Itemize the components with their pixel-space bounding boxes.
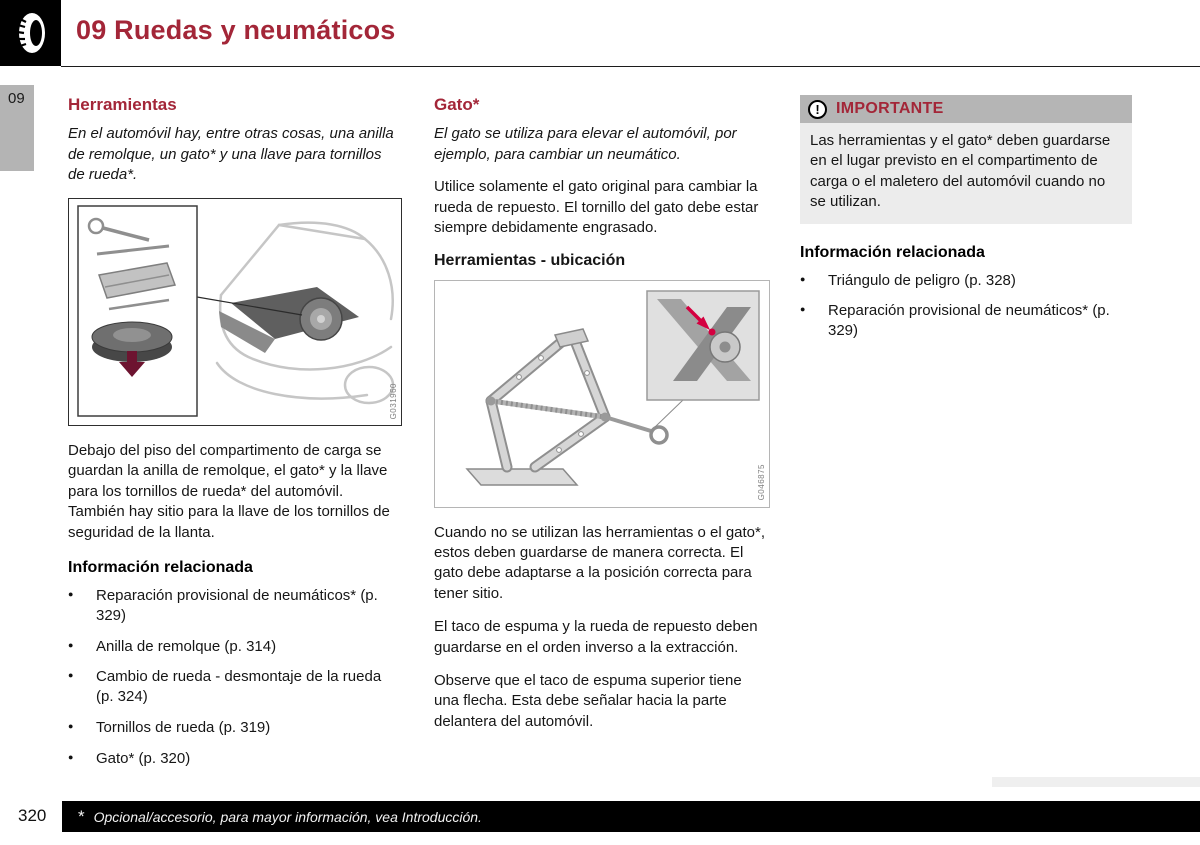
page-number: 320 (18, 806, 47, 825)
exclamation-circle-icon (808, 100, 827, 119)
related-heading: Información relacionada (800, 243, 985, 261)
gato-paragraph-2: Cuando no se utilizan las herramientas o el gato*, estos deben guardarse de manera correcta. El gato debe adaptarse a la posición correcta para tener sitio. (434, 523, 766, 602)
related-item-text: Gato* (p. 320) (96, 749, 191, 767)
footnote-marker: * (78, 806, 85, 826)
bullet-icon: ● (800, 304, 806, 315)
column-importante (800, 95, 1132, 352)
important-body-text: Las herramientas y el gato* deben guardarse en el lugar previsto en el compartimento de carga o el maletero del automóvil cuando no se utilizan. (800, 123, 1132, 224)
bullet-icon: ● (68, 751, 74, 762)
chapter-icon-box (0, 0, 61, 66)
related-heading: Información relacionada (68, 559, 253, 577)
column-herramientas (68, 95, 402, 780)
scissor-jack-illustration (435, 281, 769, 507)
section-heading-herramientas: Herramientas (68, 95, 177, 114)
bullet-icon: ● (800, 273, 806, 284)
related-item (800, 271, 1132, 291)
lead-paragraph-gato: El gato se utiliza para elevar el automóvil, por ejemplo, para cambiar un neumático. (434, 125, 737, 163)
section-heading-gato: Gato* (434, 95, 480, 114)
related-item-text: Anilla de remolque (p. 314) (96, 637, 277, 655)
column-gato (434, 95, 770, 745)
related-item (68, 667, 402, 707)
page-title: 09 Ruedas y neumáticos (76, 15, 396, 45)
related-item (800, 301, 1132, 341)
chapter-tab-label: 09 (8, 90, 25, 107)
important-callout (800, 95, 1132, 224)
header-divider (61, 66, 1200, 67)
figure-code: G046875 (757, 464, 766, 501)
chapter-side-tab (0, 85, 34, 171)
related-item-text: Triángulo de peligro (p. 328) (828, 271, 1016, 289)
bullet-icon: ● (68, 639, 74, 650)
related-item (68, 586, 402, 626)
related-item-text: Reparación provisional de neumáticos* (p. 329) (96, 587, 378, 624)
related-item (68, 637, 402, 657)
related-item-text: Reparación provisional de neumáticos* (p. 329) (828, 302, 1110, 340)
related-item (68, 749, 402, 769)
bullet-icon: ● (68, 721, 74, 731)
gato-paragraph-1: Utilice solamente el gato original para cambiar la rueda de repuesto. El tornillo del gato debe estar siempre debidamente engrasado. (434, 178, 759, 237)
figure-trunk-tools (68, 198, 402, 426)
scan-artifact-strip (992, 777, 1200, 787)
figure-jack-location (434, 280, 770, 508)
related-list (800, 271, 1132, 341)
important-header (800, 95, 1132, 123)
tire-icon (14, 10, 48, 56)
subheading-ubicacion: Herramientas - ubicación (434, 251, 626, 269)
footer-bar (62, 801, 1200, 832)
bullet-icon: ● (68, 589, 74, 600)
gato-paragraph-4: Observe que el taco de espuma superior tiene una flecha. Esta debe señalar hacia la parte delantera del automóvil. (434, 671, 742, 730)
important-title: IMPORTANTE (836, 100, 944, 117)
bullet-icon: ● (68, 670, 74, 681)
related-item-text: Cambio de rueda - desmontaje de la rueda (p. 324) (96, 668, 382, 706)
related-item (68, 718, 402, 738)
body-paragraph-herramientas: Debajo del piso del compartimento de carga se guardan la anilla de remolque, el gato* y la llave para los tornillos de rueda* del automóvil. También hay sitio para la llave de los tornillos de seguridad de la llanta. (68, 442, 390, 541)
related-list (68, 586, 402, 769)
figure-code: G031960 (389, 382, 398, 420)
exclamation-glyph: ! (815, 101, 820, 117)
gato-paragraph-3: El taco de espuma y la rueda de repuesto deben guardarse en el orden inverso a la extracción. (434, 618, 758, 656)
trunk-tools-illustration (69, 199, 401, 425)
footnote-text: Opcional/accesorio, para mayor información, vea Introducción. (93, 808, 482, 825)
related-item-text: Tornillos de rueda (p. 319) (96, 719, 271, 736)
lead-paragraph-herramientas: En el automóvil hay, entre otras cosas, una anilla de remolque, un gato* y una llave para tornillos de rueda*. (68, 125, 394, 184)
